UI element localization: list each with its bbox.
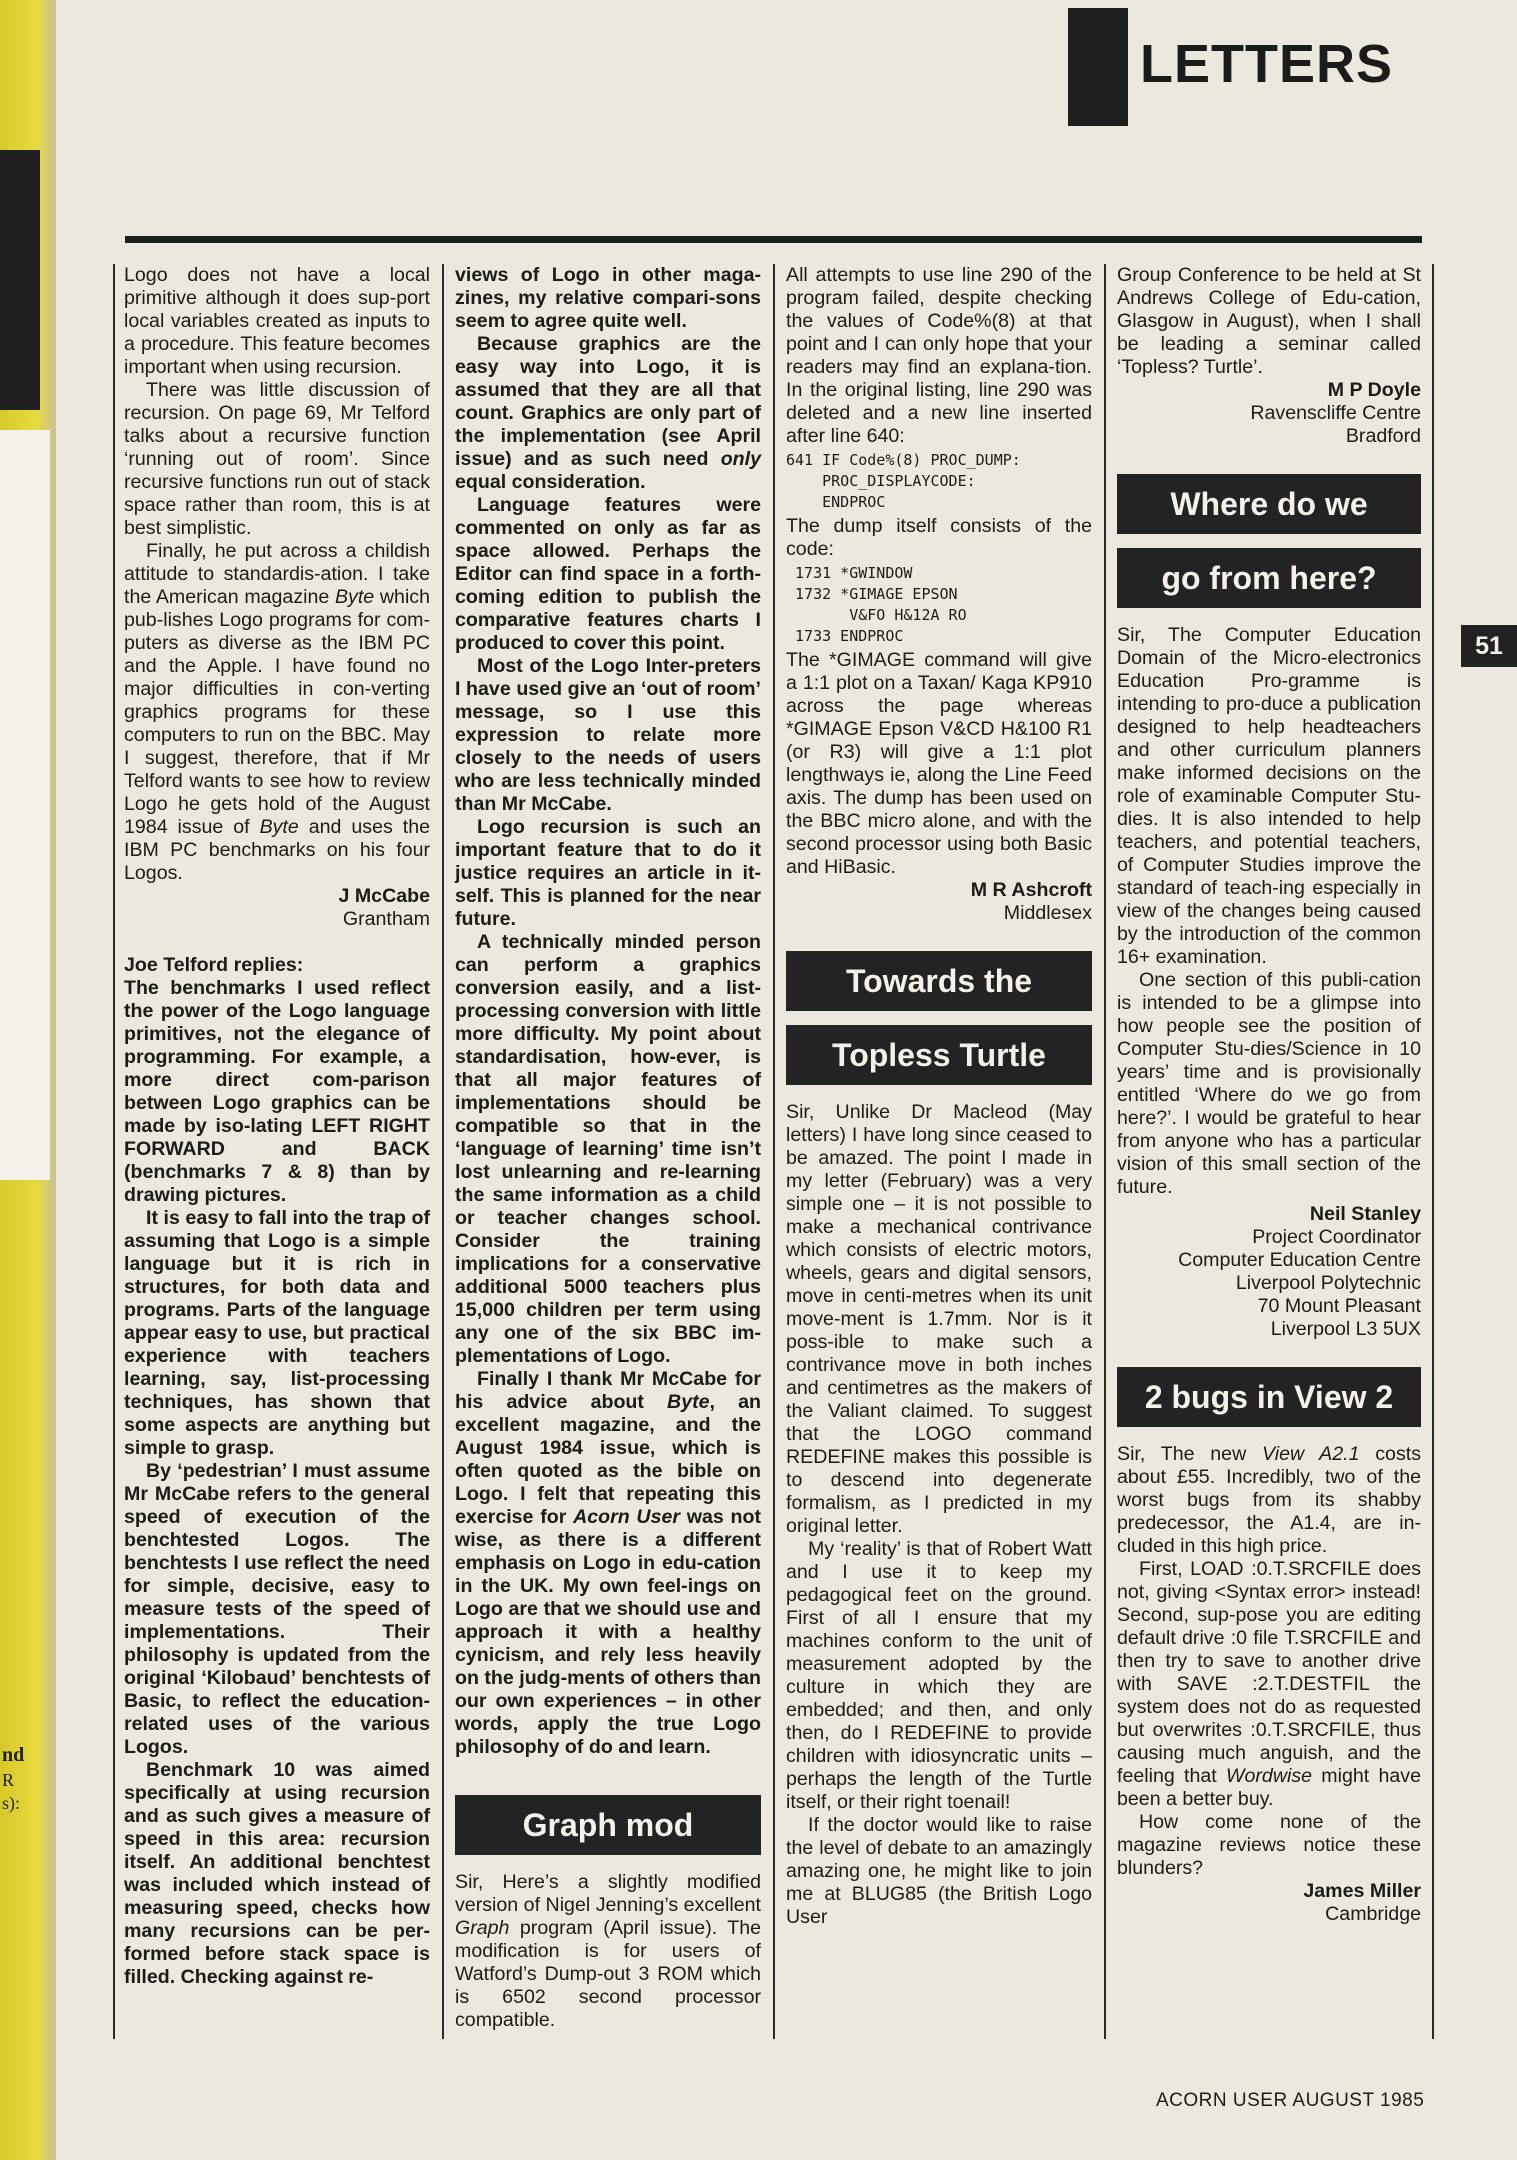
column-rule: [1432, 264, 1434, 2039]
signature-name: Neil Stanley: [1309, 1203, 1421, 1225]
paragraph: How come none of the magazine reviews notice these blunders?: [1117, 1811, 1421, 1879]
paragraph: The benchmarks I used reflect the power of the Logo language primitives, not the elegance of programming. For example, a more direct com-parison between Logo graphics can be made by iso-lating LEFT RIGHT FORWARD and BACK (benchmarks 7 & 8) than by drawing pictures.: [124, 977, 430, 1206]
code-listing: 641 IF Code%(8) PROC_DUMP: PROC_DISPLAYCODE: ENDPROC: [786, 451, 1021, 511]
paragraph: Sir, The Computer Education Domain of the Micro-electronics Education Pro-gramme is intending to pro-duce a publication designed to help headteachers and other curriculum planners make informed decisions on the role of examinable Computer Stu-dies. It is also intended to help teachers, and potential teachers, of Computer Studies improve the standard of teach-ing especially in view of the changes being caused by the introduction of the common 16+ examination.: [1117, 624, 1421, 968]
column-1: [124, 264, 430, 1989]
paragraph: Because graphics are the easy way into Logo, it is assumed that they are all that count. Graphics are only part of the implementation (see April issue) and as such need only equal consideration.: [455, 333, 761, 493]
paragraph: First, LOAD :0.T.SRCFILE does not, giving <Syntax error> instead! Second, sup-pose you are editing default drive :0 file T.SRCFILE and then try to save to another drive with SAVE :2.T.DESTFIL the system does not do as requested but overwrites :0.T.SRCFILE, thus causing much anguish, and the feeling that Wordwise might have been a better buy.: [1117, 1558, 1421, 1810]
paragraph: Logo does not have a local primitive although it does sup-port local variables created as inputs to a procedure. This feature becomes important when using recursion.: [124, 264, 430, 378]
section-title: LETTERS: [1140, 34, 1394, 94]
paragraph: By ‘pedestrian’ I must assume Mr McCabe refers to the general speed of execution of the benchtested Logos. The benchtests I use reflect the need for simple, decisive, easy to measure tests of the speed of implementations. Their philosophy is updated from the original ‘Kilobaud’ benchtests of Basic, to reflect the education-related uses of the various Logos.: [124, 1460, 430, 1758]
paragraph: Finally, he put across a childish attitude to standardis-ation. I take the American magazine Byte which pub-lishes Logo programs for com-puters as diverse as the IBM PC and the Apple. I have found no major difficulties in con-verting graphics programs for these computers to run on the BBC. May I suggest, therefore, that if Mr Telford wants to see how to review Logo he gets hold of the August 1984 issue of Byte and uses the IBM PC benchmarks on his four Logos.: [124, 540, 430, 884]
signature-place: Middlesex: [1003, 902, 1092, 924]
heading-topless-turtle: Topless Turtle: [786, 1025, 1092, 1085]
signature-name: M R Ashcroft: [970, 879, 1092, 901]
header-rule: [125, 236, 1422, 243]
signature-line: Computer Education Centre: [1178, 1249, 1421, 1271]
signature-line: Bradford: [1345, 425, 1421, 447]
adjacent-page-fragment: R: [2, 1770, 15, 1790]
heading-go-from-here: go from here?: [1117, 548, 1421, 608]
paragraph: My ‘reality’ is that of Robert Watt and I use it to keep my pedagogical feet on the ground. First of all I ensure that my machines conform to the unit of measurement adopted by the culture in which they are embedded; and then, and only then, do I REDEFINE to provide children with idiosyncratic units – perhaps the length of the Turtle itself, or their right toenail!: [786, 1538, 1092, 1813]
column-rule: [773, 264, 775, 2039]
column-2: [455, 264, 761, 2032]
page-number: 51: [1461, 625, 1517, 667]
paragraph: One section of this publi-cation is intended to be a glimpse into how people see the position of Computer Stu-dies/Science in 10 years’ time and is provisionally entitled ‘Where do we go from here?’. I would be grateful to hear from anyone who has a particular vision of this small section of the future.: [1117, 969, 1421, 1198]
header-black-block: [1068, 8, 1128, 126]
code-listing: 1731 *GWINDOW 1732 *GIMAGE EPSON V&FO H&12A RO 1733 ENDPROC: [795, 564, 967, 645]
paragraph: The *GIMAGE command will give a 1:1 plot on a Taxan/ Kaga KP910 across the page whereas *GIMAGE Epson V&CD H&100 R1 (or R3) will give a 1:1 plot lengthways ie, along the Line Feed axis. The dump has been used on the BBC micro alone, and with the second processor using both Basic and HiBasic.: [786, 649, 1092, 878]
signature-line: Liverpool Polytechnic: [1235, 1272, 1421, 1294]
signature-name: M P Doyle: [1327, 379, 1421, 401]
signature-line: 70 Mount Pleasant: [1257, 1295, 1421, 1317]
adjacent-page-black-panel: [0, 150, 40, 410]
signature-line: Liverpool L3 5UX: [1270, 1318, 1421, 1340]
paragraph: All attempts to use line 290 of the program failed, despite checking the values of Code%(8) at that point and I can only hope that your readers may find an explana-tion. In the original listing, line 290 was deleted and a new line inserted after line 640:: [786, 264, 1092, 447]
column-4: [1117, 264, 1421, 1926]
paragraph: If the doctor would like to raise the level of debate to an amazingly amazing one, he might like to join me at BLUG85 (the British Logo User: [786, 1814, 1092, 1928]
column-3: [786, 264, 1092, 1929]
adjacent-page-fragment: s):: [2, 1793, 20, 1813]
signature-place: Cambridge: [1325, 1903, 1421, 1925]
heading-graph-mod: Graph mod: [455, 1795, 761, 1855]
signature-line: Ravenscliffe Centre: [1250, 402, 1421, 424]
heading-2-bugs-in-view-2: 2 bugs in View 2: [1117, 1367, 1421, 1427]
heading-where-do-we: Where do we: [1117, 474, 1421, 534]
paragraph: Logo recursion is such an important feature that to do it justice requires an article in it-self. This is planned for the near future.: [455, 816, 761, 930]
signature-place: Grantham: [342, 908, 430, 930]
footer-issue: ACORN USER AUGUST 1985: [1156, 2090, 1425, 2111]
paragraph: Finally I thank Mr McCabe for his advice about Byte, an excellent magazine, and the August 1984 issue, which is often quoted as the bible on Logo. I felt that repeating this exercise for Acorn User was not wise, as there is a different emphasis on Logo in edu-cation in the UK. My own feel-ings on Logo are that we should use and approach it with a healthy cynicism, and rely less heavily on the judg-ments of others than our own experiences – in other words, apply the true Logo philosophy of do and learn.: [455, 1368, 762, 1758]
column-rule: [1104, 264, 1106, 2039]
adjacent-page-fragment: nd: [2, 1744, 25, 1766]
column-rule: [442, 264, 444, 2039]
reply-heading: Joe Telford replies:: [124, 954, 304, 976]
signature-line: Project Coordinator: [1252, 1226, 1421, 1248]
column-rule: [113, 264, 115, 2039]
paragraph: A technically minded person can perform a graphics conversion easily, and a list-processing conversion with little more difficulty. My point about standardisation, how-ever, is that all major features of implementations should be compatible so that in the ‘language of learning’ time isn’t lost unlearning and re-learning the same information as a child or teacher changes school. Consider the training implications for a conservative additional 5000 teachers plus 15,000 children per term using any one of the six BBC im-plementations of Logo.: [455, 931, 761, 1367]
paragraph: There was little discussion of recursion. On page 69, Mr Telford talks about a recursive function ‘running out of room’. Since recursive functions run out of stack space rather than room, this is at best simplistic.: [124, 379, 430, 539]
paragraph: It is easy to fall into the trap of assuming that Logo is a simple language but it is rich in structures, for both data and programs. Parts of the language appear easy to use, but practical experience with teachers learning, say, list-processing techniques, has shown that some aspects are anything but simple to grasp.: [124, 1207, 430, 1459]
paragraph: Sir, Unlike Dr Macleod (May letters) I have long since ceased to be amazed. The point I made in my letter (February) was a very simple one – it is not possible to make a mechanical contrivance which consists of electric motors, wheels, gears and digital sensors, move in centi-metres when its unit move-ment is 1.7mm. Nor is it poss-ible to make such a contrivance move in both inches and centimetres as the makers of the Valiant claimed. To suggest that the LOGO command REDEFINE makes this possible is to descend into degenerate formalism, as I predicted in my original letter.: [786, 1101, 1092, 1537]
paragraph: Group Conference to be held at St Andrews College of Edu-cation, Glasgow in August), when I shall be leading a seminar called ‘Topless? Turtle’.: [1117, 264, 1421, 378]
paragraph: Language features were commented on only as far as space allowed. Perhaps the Editor can find space in a forth-coming edition to publish the comparative features charts I produced to cover this point.: [455, 494, 761, 654]
paragraph: Sir, Here’s a slightly modified version of Nigel Jenning’s excellent Graph program (April issue). The modification is for users of Watford’s Dump-out 3 ROM which is 6502 second processor compatible.: [455, 1871, 761, 2031]
paragraph: Benchmark 10 was aimed specifically at using recursion and as such gives a measure of speed in this area: recursion itself. An additional benchtest was included which instead of measuring speed, checks how many recursions can be per-formed before stack space is filled. Checking against re-: [124, 1759, 430, 1988]
adjacent-page-white-panel: [0, 430, 50, 1180]
paragraph: Sir, The new View A2.1 costs about £55. Incredibly, two of the worst bugs from its shabby predecessor, the A1.4, are in-cluded in this high price.: [1117, 1443, 1421, 1557]
signature-name: James Miller: [1303, 1880, 1421, 1902]
paragraph: views of Logo in other maga-zines, my relative compari-sons seem to agree quite well.: [455, 264, 761, 332]
signature-name: J McCabe: [338, 885, 430, 907]
heading-towards-the: Towards the: [786, 951, 1092, 1011]
adjacent-page-edge: [0, 0, 56, 2160]
paragraph: Most of the Logo Inter-preters I have used give an ‘out of room’ message, so I use this expression to relate more closely to the needs of users who are less technically minded than Mr McCabe.: [455, 655, 761, 815]
paragraph: The dump itself consists of the code:: [786, 515, 1092, 560]
